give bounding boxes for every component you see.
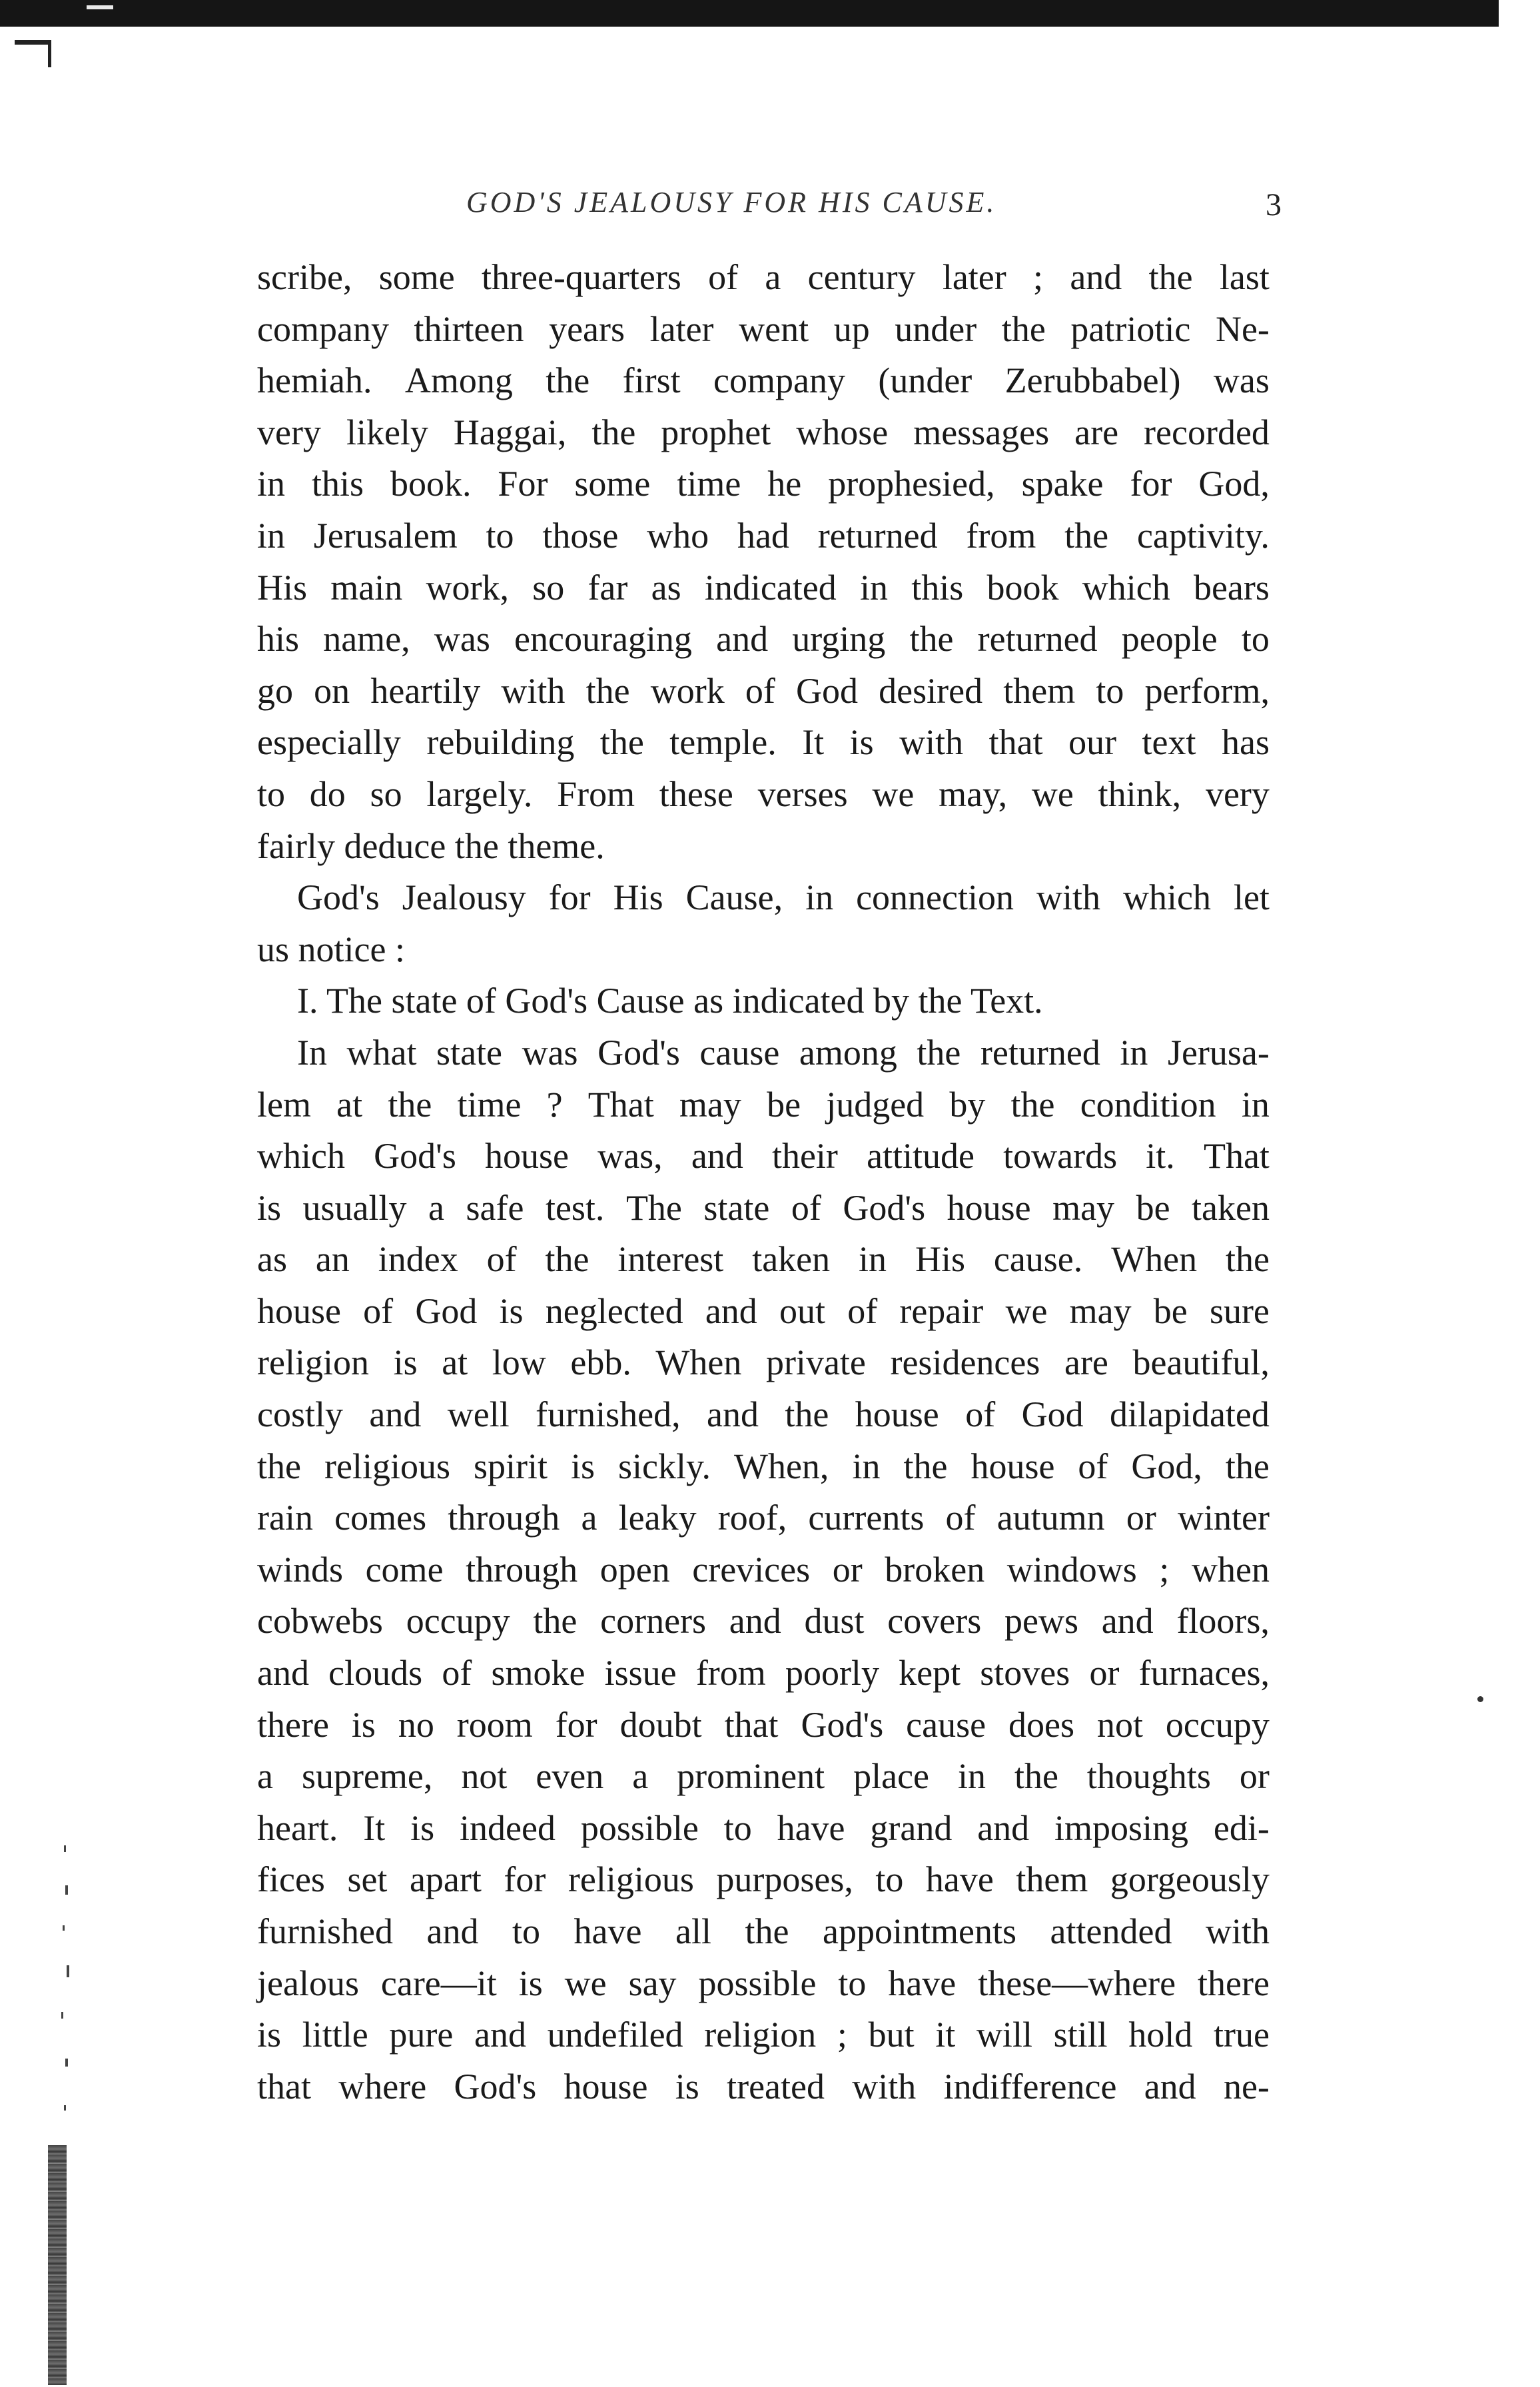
text-line: house of God is neglected and out of repair we may be sure <box>257 1290 1270 1331</box>
scan-corner-mark <box>15 40 51 67</box>
body-text <box>257 252 1270 2113</box>
text-line: scribe, some three-quarters of a century later ; and the last <box>257 257 1270 297</box>
text-line: hemiah. Among the first company (under Zerubbabel) was <box>257 360 1270 401</box>
text-line: fairly deduce the theme. <box>257 825 605 866</box>
text-line: in Jerusalem to those who had returned from the captivity. <box>257 515 1270 556</box>
text-line: fices set apart for religious purposes, to have them gorgeously <box>257 1859 1270 1900</box>
text-line: and clouds of smoke issue from poorly kept stoves or furnaces, <box>257 1653 1270 1693</box>
page-number: 3 <box>1266 187 1282 223</box>
text-line: winds come through open crevices or broken windows ; when <box>257 1549 1270 1590</box>
text-line: in this book. For some time he prophesied, spake for God, <box>257 464 1270 504</box>
text-line: us notice : <box>257 929 405 969</box>
text-line: costly and well furnished, and the house of God dilapidated <box>257 1394 1270 1435</box>
running-head: GOD'S JEALOUSY FOR HIS CAUSE. <box>466 186 997 219</box>
text-line: a supreme, not even a prominent place in the thoughts or <box>257 1756 1270 1797</box>
text-line: the religious spirit is sickly. When, in the house of God, the <box>257 1446 1270 1486</box>
text-line: God's Jealousy for His Cause, in connection with which let <box>297 877 1270 918</box>
text-line: His main work, so far as indicated in this book which bears <box>257 567 1270 608</box>
text-line: as an index of the interest taken in His cause. When the <box>257 1239 1270 1280</box>
text-line: is little pure and undefiled religion ; but it will still hold true <box>257 2015 1270 2055</box>
text-line: religion is at low ebb. When private residences are beautiful, <box>257 1342 1270 1383</box>
text-line: In what state was God's cause among the returned in Jerusa- <box>297 1032 1270 1073</box>
text-line: heart. It is indeed possible to have grand and imposing edi- <box>257 1807 1270 1848</box>
text-line: rain comes through a leaky roof, currents of autumn or winter <box>257 1498 1270 1538</box>
text-line: company thirteen years later went up under the patriotic Ne- <box>257 308 1270 349</box>
text-line: which God's house was, and their attitude towards it. That <box>257 1136 1270 1177</box>
text-line: go on heartily with the work of God desired them to perform, <box>257 670 1270 711</box>
text-line: to do so largely. From these verses we may, we think, very <box>257 773 1270 814</box>
text-line: furnished and to have all the appointments attended with <box>257 1911 1270 1951</box>
text-line: lem at the time ? That may be judged by the condition in <box>257 1084 1270 1125</box>
scan-noise-mark <box>87 5 113 9</box>
text-line: that where God's house is treated with indifference and ne- <box>257 2066 1270 2107</box>
text-line: jealous care—it is we say possible to have these—where there <box>257 1963 1270 2003</box>
text-line: especially rebuilding the temple. It is with that our text has <box>257 722 1270 763</box>
scan-top-border <box>0 0 1499 27</box>
binding-edge <box>48 2145 67 2385</box>
text-line: is usually a safe test. The state of God's house may be taken <box>257 1187 1270 1228</box>
text-line: his name, was encouraging and urging the returned people to <box>257 619 1270 660</box>
text-line: there is no room for doubt that God's cause does not occupy <box>257 1704 1270 1745</box>
text-line: cobwebs occupy the corners and dust covers pews and floors, <box>257 1601 1270 1642</box>
scan-dot <box>1477 1696 1483 1702</box>
text-line: I. The state of God's Cause as indicated by the Text. <box>297 981 1043 1021</box>
text-line: very likely Haggai, the prophet whose messages are recorded <box>257 412 1270 452</box>
